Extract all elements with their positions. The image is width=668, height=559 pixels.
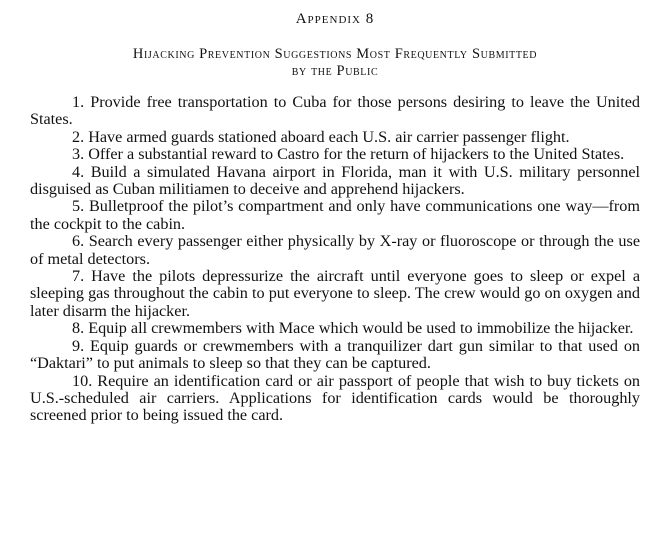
item-text: Provide free transportation to Cuba for those persons desiring to leave the United States. xyxy=(30,93,641,129)
list-item xyxy=(30,129,640,146)
suggestion-list xyxy=(30,94,640,425)
item-text: Search every passenger either physically by X-ray or fluoroscope or through the use of metal detectors. xyxy=(30,232,641,268)
list-item xyxy=(30,320,640,337)
item-number: 10. xyxy=(72,371,93,390)
item-number: 2. xyxy=(72,127,85,146)
item-text: Build a simulated Havana airport in Florida, man it with U.S. military personnel disguised as Cuban militiamen to deceive and apprehend hijackers. xyxy=(30,162,641,199)
page-title xyxy=(30,46,640,80)
item-number: 7. xyxy=(72,267,85,286)
item-number: 8. xyxy=(72,319,85,338)
title-line-2: by the Public xyxy=(291,63,379,79)
list-item xyxy=(30,233,640,268)
item-number: 1. xyxy=(72,93,85,111)
item-number: 9. xyxy=(72,336,85,355)
item-text: Equip guards or crewmembers with a tranquilizer dart gun similar to that used on “Daktari” to put animals to sleep so that they can be captured. xyxy=(30,336,641,373)
list-item xyxy=(30,198,640,233)
document-page xyxy=(30,10,640,425)
item-number: 4. xyxy=(72,162,85,181)
appendix-heading: Appendix 8 xyxy=(295,11,375,27)
item-text: Have the pilots depressurize the aircraft until everyone goes to sleep or expel a sleeping gas throughout the cabin to put everyone to sleep. The crew would go on oxygen and later disarm the hijacker. xyxy=(30,267,640,320)
item-number: 6. xyxy=(72,232,85,251)
list-item xyxy=(30,373,640,425)
list-item xyxy=(30,94,640,129)
item-text: Require an identification card or air passport of people that wish to buy tickets on U.S.-scheduled air carriers. Applications for identification cards would be thoroughly screened prior to being issued the card. xyxy=(30,371,641,425)
item-text: Equip all crewmembers with Mace which would be used to immobilize the hijacker. xyxy=(88,319,634,338)
title-line-1: Hijacking Prevention Suggestions Most Frequently Submitted xyxy=(132,46,538,62)
list-item xyxy=(30,268,640,320)
list-item xyxy=(30,146,640,163)
list-item xyxy=(30,338,640,373)
list-item xyxy=(30,164,640,199)
item-text: Have armed guards stationed aboard each U.S. air carrier passenger flight. xyxy=(88,127,570,146)
item-number: 3. xyxy=(72,145,85,164)
item-text: Offer a substantial reward to Castro for the return of hijackers to the United States. xyxy=(88,145,625,164)
item-text: Bulletproof the pilot’s compartment and only have communications one way—from the cockpit to the cabin. xyxy=(30,197,640,233)
item-number: 5. xyxy=(72,197,85,216)
